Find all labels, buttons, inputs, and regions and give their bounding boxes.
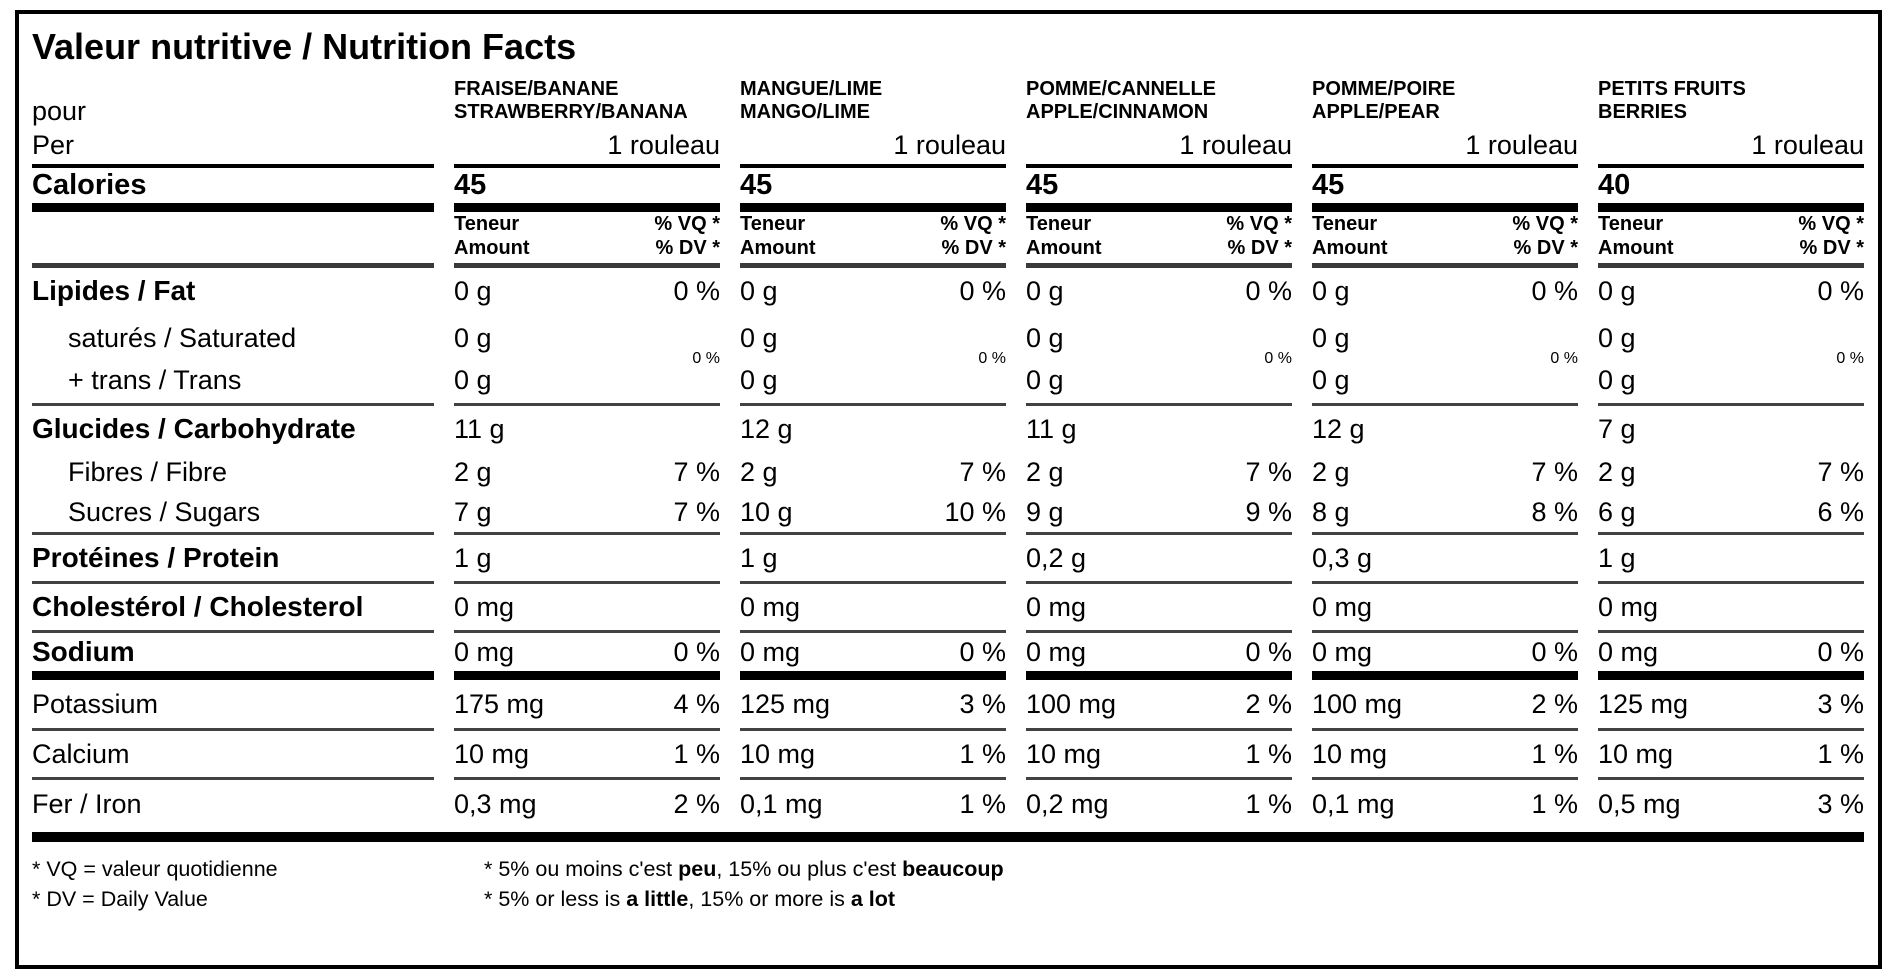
potassium-amount-4: 100 mg [1312, 688, 1403, 719]
cholesterol-cell-3 [1026, 584, 1292, 633]
potassium-dv-5: 3 % [1817, 688, 1864, 719]
footnote-fr-peu: peu [678, 857, 717, 881]
protein-cell-2 [740, 535, 1006, 584]
flavor-name-3-en: APPLE/CINNAMON [1026, 101, 1209, 123]
footnotes [32, 854, 1864, 914]
calcium-cell-2 [740, 731, 1006, 780]
sugars-cell-1 [454, 492, 720, 535]
flavor-header-4 [1312, 76, 1578, 168]
calcium-cell-3 [1026, 731, 1292, 780]
fibre-dv-4: 7 % [1531, 456, 1578, 487]
amount-header-2-fr: Teneur [740, 213, 806, 235]
saturated-trans-dv-2: 0 % [978, 349, 1006, 367]
potassium-amount-1: 175 mg [454, 688, 545, 719]
flavor-header-5 [1598, 76, 1864, 168]
cholesterol-amount-2: 0 mg [740, 591, 801, 622]
dv-header-1-fr: % VQ * [654, 213, 720, 235]
dv-header-3-en: % DV * [1227, 237, 1292, 259]
fibre-cell-3 [1026, 452, 1292, 492]
footnote-definitions [32, 854, 484, 914]
protein-cell-4 [1312, 535, 1578, 584]
calcium-dv-4: 1 % [1531, 738, 1578, 769]
calcium-amount-4: 10 mg [1312, 738, 1388, 769]
sodium-amount-3: 0 mg [1026, 636, 1087, 667]
trans-amount-2: 0 g [740, 364, 778, 395]
iron-amount-1: 0,3 mg [454, 789, 537, 819]
amount-header-3-fr: Teneur [1026, 213, 1092, 235]
carb-cell-3 [1026, 406, 1292, 452]
carb-amount-5: 7 g [1598, 413, 1636, 444]
sugars-amount-4: 8 g [1312, 496, 1350, 527]
sodium-amount-5: 0 mg [1598, 636, 1659, 667]
carb-amount-3: 11 g [1026, 413, 1077, 444]
flavor-name-2-en: MANGO/LIME [740, 101, 870, 123]
carb-amount-2: 12 g [740, 413, 793, 444]
calcium-amount-3: 10 mg [1026, 738, 1102, 769]
fibre-label: Fibres / Fibre [68, 456, 228, 487]
fibre-cell-5 [1598, 452, 1864, 492]
calcium-cell-5 [1598, 731, 1864, 780]
potassium-label: Potassium [32, 680, 434, 731]
iron-cell-2 [740, 780, 1006, 829]
saturated-amount-4: 0 g [1312, 322, 1350, 353]
flavor-name-5-fr: PETITS FRUITS [1598, 78, 1746, 100]
calcium-amount-1: 10 mg [454, 738, 530, 769]
carbohydrate-label: Glucides / Carbohydrate [32, 413, 356, 444]
amount-header-1-fr: Teneur [454, 213, 520, 235]
fat-cell-3 [1026, 268, 1292, 314]
serving-label-cell [32, 76, 434, 168]
potassium-amount-5: 125 mg [1598, 688, 1689, 719]
serving-size-5: 1 rouleau [1751, 130, 1864, 160]
sugars-amount-5: 6 g [1598, 496, 1636, 527]
sodium-cell-5 [1598, 633, 1864, 680]
row-cholesterol [32, 584, 1864, 633]
fat-amount-3: 0 g [1026, 275, 1064, 306]
flavor-name-4 [1312, 76, 1578, 124]
fibre-dv-2: 7 % [959, 456, 1006, 487]
row-protein [32, 535, 1864, 584]
sodium-cell-2 [740, 633, 1006, 680]
sodium-cell-4 [1312, 633, 1578, 680]
potassium-cell-4 [1312, 680, 1578, 731]
saturated-amount-5: 0 g [1598, 322, 1636, 353]
cholesterol-amount-3: 0 mg [1026, 591, 1087, 622]
carb-cell-1 [454, 406, 720, 452]
fat-amount-4: 0 g [1312, 275, 1350, 306]
flavor-name-3-fr: POMME/CANNELLE [1026, 78, 1216, 100]
fat-amount-2: 0 g [740, 275, 778, 306]
footnote-vq: * VQ = valeur quotidienne [32, 857, 278, 881]
calcium-dv-3: 1 % [1245, 738, 1292, 769]
sodium-amount-4: 0 mg [1312, 636, 1373, 667]
fat-cell-5 [1598, 268, 1864, 314]
saturated-cell-2 [740, 314, 1006, 406]
amount-header-3-en: Amount [1026, 237, 1102, 259]
potassium-dv-4: 2 % [1531, 688, 1578, 719]
amount-header-3 [1026, 212, 1292, 268]
cholesterol-amount-5: 0 mg [1598, 591, 1659, 622]
sodium-cell-3 [1026, 633, 1292, 680]
sugars-dv-2: 10 % [944, 496, 1006, 527]
potassium-dv-1: 4 % [673, 688, 720, 719]
protein-cell-1 [454, 535, 720, 584]
fibre-amount-1: 2 g [454, 456, 492, 487]
protein-amount-2: 1 g [740, 542, 778, 573]
flavor-name-5 [1598, 76, 1864, 124]
sodium-cell-1 [454, 633, 720, 680]
fat-dv-5: 0 % [1817, 275, 1864, 306]
fibre-dv-1: 7 % [673, 456, 720, 487]
sugars-dv-5: 6 % [1817, 496, 1864, 527]
iron-dv-3: 1 % [1245, 789, 1292, 819]
saturated-trans-label [32, 314, 434, 406]
row-carbohydrate [32, 406, 1864, 452]
flavor-name-2-fr: MANGUE/LIME [740, 78, 883, 100]
amount-header-5-en: Amount [1598, 237, 1674, 259]
fat-cell-4 [1312, 268, 1578, 314]
dv-header-2-en: % DV * [941, 237, 1006, 259]
sodium-dv-4: 0 % [1531, 636, 1578, 667]
potassium-dv-2: 3 % [959, 688, 1006, 719]
carb-amount-4: 12 g [1312, 413, 1365, 444]
potassium-cell-3 [1026, 680, 1292, 731]
saturated-cell-5 [1598, 314, 1864, 406]
fat-cell-1 [454, 268, 720, 314]
sugars-cell-5 [1598, 492, 1864, 535]
sugars-dv-4: 8 % [1531, 496, 1578, 527]
trans-amount-3: 0 g [1026, 364, 1064, 395]
fat-amount-5: 0 g [1598, 275, 1636, 306]
fat-dv-1: 0 % [673, 275, 720, 306]
trans-label: + trans / Trans [68, 364, 242, 395]
calories-value-3: 45 [1026, 168, 1292, 212]
fibre-cell-1 [454, 452, 720, 492]
calories-value-2: 45 [740, 168, 1006, 212]
sugars-amount-2: 10 g [740, 496, 793, 527]
amount-header-2 [740, 212, 1006, 268]
calcium-cell-4 [1312, 731, 1578, 780]
fibre-dv-5: 7 % [1817, 456, 1864, 487]
carb-cell-2 [740, 406, 1006, 452]
iron-dv-1: 2 % [673, 789, 720, 819]
potassium-amount-2: 125 mg [740, 688, 831, 719]
footnote-en-1: * 5% or less is [484, 887, 627, 911]
calories-value-1: 45 [454, 168, 720, 212]
potassium-cell-5 [1598, 680, 1864, 731]
dv-header-3-fr: % VQ * [1226, 213, 1292, 235]
flavor-name-1 [454, 76, 720, 124]
sugars-amount-3: 9 g [1026, 496, 1064, 527]
row-iron [32, 780, 1864, 829]
saturated-trans-dv-4: 0 % [1550, 349, 1578, 367]
label-frame [15, 10, 1882, 969]
fibre-amount-4: 2 g [1312, 456, 1350, 487]
trans-amount-5: 0 g [1598, 364, 1636, 395]
saturated-amount-1: 0 g [454, 322, 492, 353]
footnote-fr-3: , 15% ou plus c'est [716, 857, 903, 881]
saturated-amount-3: 0 g [1026, 322, 1064, 353]
row-fibre [32, 452, 1864, 492]
calcium-dv-2: 1 % [959, 738, 1006, 769]
sugars-cell-3 [1026, 492, 1292, 535]
row-saturated-trans [32, 314, 1864, 406]
iron-cell-5 [1598, 780, 1864, 829]
sodium-dv-5: 0 % [1817, 636, 1864, 667]
flavor-name-3 [1026, 76, 1292, 124]
calcium-dv-5: 1 % [1817, 738, 1864, 769]
iron-cell-1 [454, 780, 720, 829]
protein-amount-4: 0,3 g [1312, 542, 1373, 573]
trans-amount-1: 0 g [454, 364, 492, 395]
iron-cell-4 [1312, 780, 1578, 829]
flavor-name-1-en: STRAWBERRY/BANANA [454, 101, 688, 123]
saturated-cell-1 [454, 314, 720, 406]
footnote-guide-fr [484, 854, 1864, 884]
amount-header-4 [1312, 212, 1578, 268]
iron-amount-3: 0,2 mg [1026, 789, 1109, 819]
protein-label: Protéines / Protein [32, 535, 434, 584]
amount-header-5-fr: Teneur [1598, 213, 1664, 235]
dv-header-4-fr: % VQ * [1512, 213, 1578, 235]
calories-value-5: 40 [1598, 168, 1864, 212]
iron-amount-2: 0,1 mg [740, 789, 823, 819]
amount-header-empty-cell [32, 212, 434, 268]
fibre-cell-2 [740, 452, 1006, 492]
fibre-cell-4 [1312, 452, 1578, 492]
dv-header-4-en: % DV * [1513, 237, 1578, 259]
iron-label: Fer / Iron [32, 789, 142, 819]
flavor-name-4-en: APPLE/PEAR [1312, 101, 1440, 123]
row-sodium [32, 633, 1864, 680]
protein-cell-3 [1026, 535, 1292, 584]
flavor-name-5-en: BERRIES [1598, 101, 1687, 123]
serving-size-3: 1 rouleau [1179, 130, 1292, 160]
footer-divider-bar [32, 832, 1864, 842]
footnote-en-a-little: a little [626, 887, 689, 911]
amount-header-4-fr: Teneur [1312, 213, 1378, 235]
footnote-guides [484, 854, 1864, 914]
sugars-cell-4 [1312, 492, 1578, 535]
cholesterol-cell-4 [1312, 584, 1578, 633]
page-title: Valeur nutritive / Nutrition Facts [32, 26, 577, 67]
fat-dv-3: 0 % [1245, 275, 1292, 306]
saturated-trans-dv-5: 0 % [1836, 349, 1864, 367]
sugars-dv-1: 7 % [673, 496, 720, 527]
potassium-cell-2 [740, 680, 1006, 731]
calcium-amount-5: 10 mg [1598, 738, 1674, 769]
cholesterol-amount-4: 0 mg [1312, 591, 1373, 622]
flavor-header-2 [740, 76, 1006, 168]
amount-header-1 [454, 212, 720, 268]
footnote-guide-en [484, 884, 1864, 914]
cholesterol-cell-2 [740, 584, 1006, 633]
trans-amount-4: 0 g [1312, 364, 1350, 395]
potassium-dv-3: 2 % [1245, 688, 1292, 719]
cholesterol-label: Cholestérol / Cholesterol [32, 584, 434, 633]
dv-header-5-en: % DV * [1799, 237, 1864, 259]
calories-value-4: 45 [1312, 168, 1578, 212]
iron-amount-5: 0,5 mg [1598, 789, 1681, 819]
potassium-amount-3: 100 mg [1026, 688, 1117, 719]
flavor-name-1-fr: FRAISE/BANANE [454, 78, 619, 100]
saturated-trans-dv-3: 0 % [1264, 349, 1292, 367]
protein-amount-3: 0,2 g [1026, 542, 1087, 573]
protein-cell-5 [1598, 535, 1864, 584]
row-calories [32, 168, 1864, 212]
serving-size-1: 1 rouleau [607, 130, 720, 160]
footnote-fr-beaucoup: beaucoup [902, 857, 1004, 881]
fat-label: Lipides / Fat [32, 275, 196, 306]
carb-cell-5 [1598, 406, 1864, 452]
fat-amount-1: 0 g [454, 275, 492, 306]
carb-amount-1: 11 g [454, 413, 505, 444]
calcium-cell-1 [454, 731, 720, 780]
header-row [32, 76, 1864, 168]
amount-header-5 [1598, 212, 1864, 268]
sugars-amount-1: 7 g [454, 496, 492, 527]
fat-cell-2 [740, 268, 1006, 314]
iron-dv-4: 1 % [1531, 789, 1578, 819]
row-fat [32, 268, 1864, 314]
amount-header-row [32, 212, 1864, 268]
calcium-amount-2: 10 mg [740, 738, 816, 769]
serving-size-4: 1 rouleau [1465, 130, 1578, 160]
iron-amount-4: 0,1 mg [1312, 789, 1395, 819]
calories-label: Calories [32, 168, 434, 212]
row-calcium [32, 731, 1864, 780]
footnote-en-a-lot: a lot [850, 887, 896, 911]
flavor-name-4-fr: POMME/POIRE [1312, 78, 1456, 100]
fibre-amount-2: 2 g [740, 456, 778, 487]
iron-dv-5: 3 % [1817, 789, 1864, 819]
saturated-cell-4 [1312, 314, 1578, 406]
footnote-dv: * DV = Daily Value [32, 887, 208, 911]
fat-dv-2: 0 % [959, 275, 1006, 306]
footnote-fr-1: * 5% ou moins c'est [484, 857, 679, 881]
serving-size-2: 1 rouleau [893, 130, 1006, 160]
fibre-amount-3: 2 g [1026, 456, 1064, 487]
flavor-header-1 [454, 76, 720, 168]
amount-header-1-en: Amount [454, 237, 530, 259]
saturated-trans-dv-1: 0 % [692, 349, 720, 367]
fibre-amount-5: 2 g [1598, 456, 1636, 487]
sugars-label: Sucres / Sugars [32, 492, 434, 535]
sodium-dv-1: 0 % [673, 636, 720, 667]
saturated-label: saturés / Saturated [68, 322, 297, 353]
sodium-dv-3: 0 % [1245, 636, 1292, 667]
amount-header-4-en: Amount [1312, 237, 1388, 259]
protein-amount-5: 1 g [1598, 542, 1636, 573]
saturated-cell-3 [1026, 314, 1292, 406]
flavor-name-2 [740, 76, 1006, 124]
potassium-cell-1 [454, 680, 720, 731]
sodium-amount-2: 0 mg [740, 636, 801, 667]
cholesterol-amount-1: 0 mg [454, 591, 515, 622]
sugars-dv-3: 9 % [1245, 496, 1292, 527]
cholesterol-cell-5 [1598, 584, 1864, 633]
saturated-amount-2: 0 g [740, 322, 778, 353]
dv-header-1-en: % DV * [655, 237, 720, 259]
row-potassium [32, 680, 1864, 731]
calcium-dv-1: 1 % [673, 738, 720, 769]
iron-dv-2: 1 % [959, 789, 1006, 819]
calcium-label: Calcium [32, 731, 434, 780]
iron-cell-3 [1026, 780, 1292, 829]
sodium-dv-2: 0 % [959, 636, 1006, 667]
fibre-dv-3: 7 % [1245, 456, 1292, 487]
dv-header-2-fr: % VQ * [940, 213, 1006, 235]
protein-amount-1: 1 g [454, 542, 492, 573]
fat-dv-4: 0 % [1531, 275, 1578, 306]
serving-label-fr: pour [32, 96, 87, 126]
dv-header-5-fr: % VQ * [1798, 213, 1864, 235]
sodium-label: Sodium [32, 633, 434, 680]
amount-header-2-en: Amount [740, 237, 816, 259]
carb-cell-4 [1312, 406, 1578, 452]
cholesterol-cell-1 [454, 584, 720, 633]
flavor-header-3 [1026, 76, 1292, 168]
row-sugars [32, 492, 1864, 535]
footnote-en-3: , 15% or more is [688, 887, 851, 911]
sugars-cell-2 [740, 492, 1006, 535]
sodium-amount-1: 0 mg [454, 636, 515, 667]
serving-label-en: Per [32, 130, 75, 160]
